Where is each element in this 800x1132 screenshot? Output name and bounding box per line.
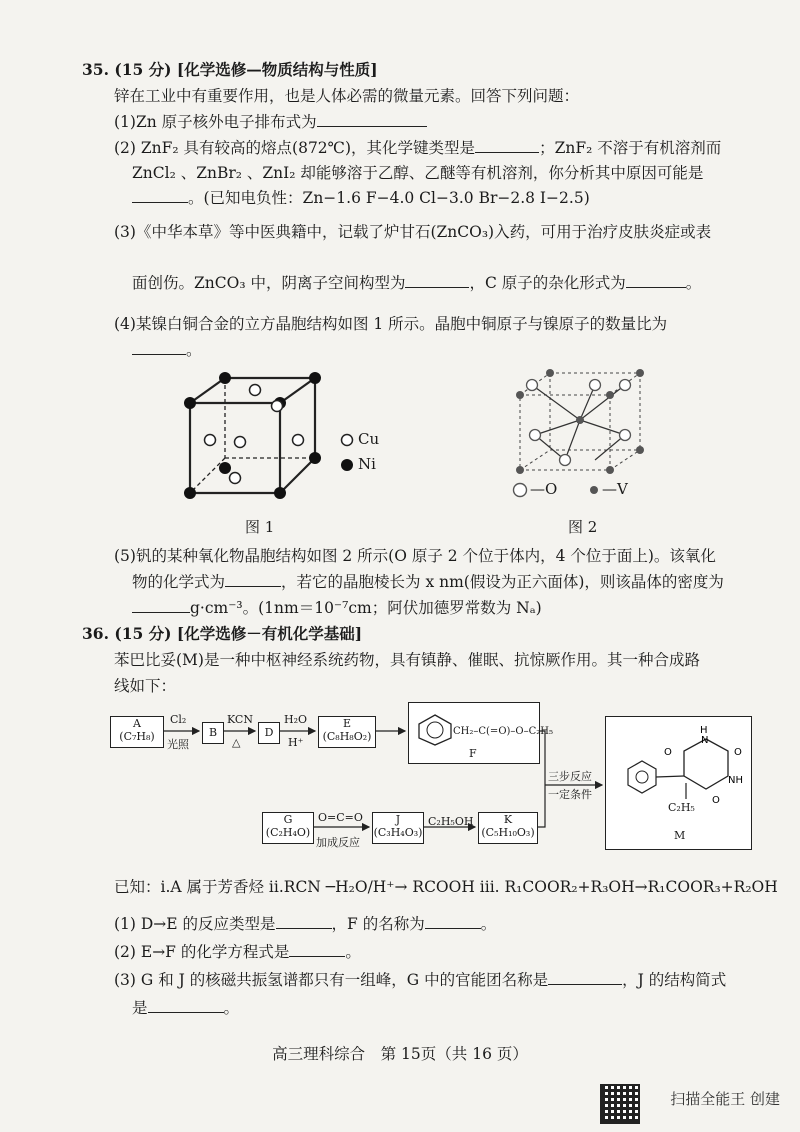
cu-atom xyxy=(205,435,216,446)
v-atom xyxy=(516,391,524,399)
o-atom xyxy=(560,455,571,466)
o-atom xyxy=(620,380,631,391)
reagent-h2o: H₂O xyxy=(284,713,308,726)
q35-part3-line1: (3)《中华本草》等中医典籍中，记载了炉甘石(ZnCO₃)入药，可用于治疗皮肤炎症或表 xyxy=(114,223,712,241)
answer-blank xyxy=(289,942,345,957)
ni-atom xyxy=(309,372,321,384)
q35-p4b: 。 xyxy=(186,341,202,359)
figure-1-caption: 图 1 xyxy=(245,518,275,536)
svg-text:O: O xyxy=(664,747,672,758)
legend-cu-marker xyxy=(340,433,354,447)
reagent-ethanol: C₂H₅OH xyxy=(428,815,474,828)
q35-p3d: 。 xyxy=(685,274,702,292)
v-atom xyxy=(636,446,644,454)
q36-k1b: ，F 的名称为 xyxy=(331,915,425,933)
cu-atom xyxy=(272,401,283,412)
q35-p5d: g·cm⁻³。(1nm＝10⁻⁷cm；阿伏加德罗常数为 Nₐ) xyxy=(190,599,542,617)
svg-text:N: N xyxy=(701,735,709,746)
reaction-conditions: 一定条件 xyxy=(548,788,592,801)
q36-part3-line1 xyxy=(114,970,726,990)
q35-part5-line2 xyxy=(132,572,724,592)
v-atom xyxy=(636,369,644,377)
cu-atom xyxy=(235,437,246,448)
q35-part5-line3 xyxy=(132,598,542,618)
figure-2-caption: 图 2 xyxy=(568,518,598,536)
compound-e-label: E xyxy=(342,717,352,730)
legend-cu: Cu xyxy=(358,430,380,448)
q35-part4-line1: (4)某镍白铜合金的立方晶胞结构如图 1 所示。晶胞中铜原子与镍原子的数量比为 xyxy=(114,315,668,333)
compound-k-formula: (C₅H₁₀O₃) xyxy=(481,826,535,839)
answer-blank xyxy=(225,572,281,587)
ni-atom xyxy=(184,487,196,499)
page-footer: 高三理科综合 第 15页（共 16 页） xyxy=(272,1045,528,1063)
q35-p5b: 物的化学式为 xyxy=(132,573,226,591)
answer-blank xyxy=(132,188,188,203)
ni-atom xyxy=(184,397,196,409)
scanner-watermark: 扫描全能王 创建 xyxy=(670,1090,780,1108)
q35-p2d: 。(已知电负性：Zn−1.6 F−4.0 Cl−3.0 Br−2.8 I−2.5) xyxy=(188,189,590,207)
answer-blank xyxy=(548,970,622,985)
q35-p3c: ，C 原子的杂化形式为 xyxy=(469,274,626,292)
q35-part2-line3 xyxy=(132,188,590,208)
q36-k3d: 。 xyxy=(223,999,240,1017)
legend-o-marker xyxy=(512,482,528,498)
q35-p1-text: (1)Zn 原子核外电子排布式为 xyxy=(114,113,317,131)
q35-intro: 锌在工业中有重要作用，也是人体必需的微量元素。回答下列问题： xyxy=(114,87,580,105)
compound-j-formula: (C₃H₄O₃) xyxy=(373,826,423,839)
reagent-cl2: Cl₂ xyxy=(170,713,187,726)
q35-part2-line1 xyxy=(114,138,721,158)
v-atom xyxy=(576,416,584,424)
q36-part3-line2 xyxy=(132,998,239,1018)
ni-atom xyxy=(219,372,231,384)
condition-acid: H⁺ xyxy=(288,736,304,749)
v-atom xyxy=(606,466,614,474)
answer-blank xyxy=(132,340,186,355)
legend-v: —V xyxy=(602,480,628,498)
q35-p2a: (2) ZnF₂ 具有较高的熔点(872℃)，其化学键类型是 xyxy=(114,139,476,157)
answer-blank xyxy=(276,914,332,929)
compound-d-box: D xyxy=(258,722,280,744)
cu-atom xyxy=(293,435,304,446)
q36-k1c: 。 xyxy=(480,915,497,933)
q36-intro-2: 线如下： xyxy=(114,677,177,695)
answer-blank xyxy=(475,138,539,153)
svg-text:O: O xyxy=(734,747,742,758)
answer-blank xyxy=(148,998,224,1013)
ni-atom xyxy=(219,462,231,474)
compound-e-formula: (C₈H₈O₂) xyxy=(322,730,372,743)
answer-blank xyxy=(132,598,190,613)
qr-code-icon xyxy=(600,1084,640,1124)
q36-intro: 苯巴比妥(M)是一种中枢神经系统药物，具有镇静、催眠、抗惊厥作用。其一种合成路 xyxy=(114,651,700,669)
cu-atom xyxy=(230,473,241,484)
compound-b-box: B xyxy=(202,722,224,744)
svg-text:O: O xyxy=(712,795,720,806)
q36-k3a: (3) G 和 J 的核磁共振氢谱都只有一组峰，G 中的官能团名称是 xyxy=(114,971,549,989)
o-atom xyxy=(590,380,601,391)
compound-m-label: M xyxy=(674,829,686,842)
q35-part1 xyxy=(114,112,427,132)
compound-m-substituent: C₂H₅ xyxy=(668,801,695,814)
figure-1-cubic-cell xyxy=(180,368,340,508)
o-atom xyxy=(620,430,631,441)
q36-part1 xyxy=(114,914,496,934)
legend-v-text: V xyxy=(617,480,628,498)
compound-f-label: F xyxy=(469,747,477,760)
legend-v-marker xyxy=(588,484,600,496)
o-atom xyxy=(530,430,541,441)
v-atom xyxy=(606,391,614,399)
condition-light: 光照 xyxy=(167,738,189,751)
answer-blank xyxy=(317,112,427,127)
compound-a-label: A xyxy=(133,717,141,730)
svg-text:H: H xyxy=(700,725,708,736)
q36-known: 已知：i.A 属于芳香烃 ii.RCN ─H₂O/H⁺→ RCOOH iii. R₁COOR₂+R₃OH→R₁COOR₃+R₂OH xyxy=(114,878,778,896)
q35-part5-line1: (5)钒的某种氧化物晶胞结构如图 2 所示(O 原子 2 个位于体内，4 个位于面上)。该氧化 xyxy=(114,547,716,565)
answer-blank xyxy=(425,914,481,929)
q36-k2a: (2) E→F 的化学方程式是 xyxy=(114,943,290,961)
q36-part2 xyxy=(114,942,361,962)
compound-f-structure: CH₂–C(=O)–O–C₂H₅ xyxy=(453,726,553,737)
three-step-reaction: 三步反应 xyxy=(548,770,592,783)
answer-blank xyxy=(405,273,469,288)
q35-p2b: ；ZnF₂ 不溶于有机溶剂而 xyxy=(539,139,722,157)
q35-part3-line2 xyxy=(132,273,701,293)
o-atom xyxy=(527,380,538,391)
v-atom xyxy=(516,466,524,474)
compound-g-label: G xyxy=(283,813,293,826)
figure-2-vanadium-oxide-cell xyxy=(510,365,650,485)
reagent-kcn: KCN xyxy=(227,713,253,726)
q36-k2b: 。 xyxy=(345,943,361,961)
compound-k-label: K xyxy=(503,813,513,826)
v-atom xyxy=(546,369,554,377)
q35-header: 35. (15 分) [化学选修—物质结构与性质] xyxy=(82,60,378,79)
q36-header: 36. (15 分) [化学选修－有机化学基础] xyxy=(82,624,363,643)
legend-ni: Ni xyxy=(358,455,376,473)
cu-atom xyxy=(250,385,261,396)
ni-atom xyxy=(309,452,321,464)
q36-k3c: 是 xyxy=(132,999,148,1017)
q35-part2-line2: ZnCl₂ 、ZnBr₂ 、ZnI₂ 却能够溶于乙醇、乙醚等有机溶剂，你分析其中原因可能是 xyxy=(132,164,704,182)
q36-k1a: (1) D→E 的反应类型是 xyxy=(114,915,276,933)
legend-ni-marker xyxy=(340,458,354,472)
legend-o-text: O xyxy=(545,480,558,498)
q36-k3b: ，J 的结构简式 xyxy=(622,971,727,989)
q35-part4-line2 xyxy=(132,340,202,360)
legend-o: —O xyxy=(530,480,558,498)
svg-text:NH: NH xyxy=(728,775,743,786)
condition-heat: △ xyxy=(232,736,241,749)
ni-atom xyxy=(274,487,286,499)
q35-p3b: 面创伤。ZnCO₃ 中，阴离子空间构型为 xyxy=(132,274,406,292)
compound-j-label: J xyxy=(395,813,401,826)
scheme-arrows xyxy=(0,700,800,860)
compound-a-formula: (C₇H₈) xyxy=(119,730,155,743)
compound-g-formula: (C₂H₄O) xyxy=(265,826,311,839)
reaction-type-addition: 加成反应 xyxy=(316,836,360,849)
q35-p5c: ，若它的晶胞棱长为 x nm(假设为正六面体)，则该晶体的密度为 xyxy=(281,573,724,591)
answer-blank xyxy=(626,273,686,288)
reagent-co2: O=C=O xyxy=(318,811,363,824)
